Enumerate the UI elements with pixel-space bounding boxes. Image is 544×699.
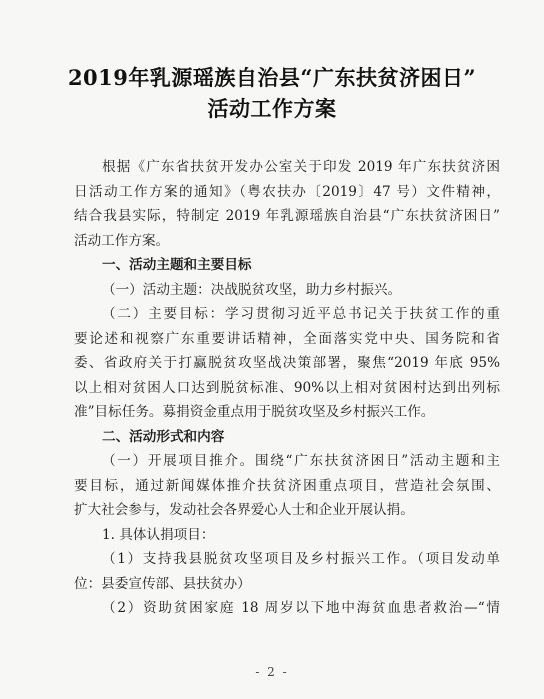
body-line: 结合我县实际，特制定 2019 年乳源瑶族自治县“广东扶贫济困日” [74,208,500,224]
body-line: （二）主要目标：学习贯彻习近平总书记关于扶贫工作的重 [102,306,500,322]
body-line: （一）活动主题：决战脱贫攻坚，助力乡村振兴。 [102,282,402,298]
document-title-line-1: 2019年乳源瑶族自治县“广东扶贫济困日” [67,65,477,90]
body-line: 以上相对贫困人口达到脱贫标准、90%以上相对贫困村达到出列标 [74,380,500,396]
section-heading: 一、活动主题和主要目标 [102,257,252,273]
body-line: 要目标，通过新闻媒体推介扶贫济困重点项目，营造社会氛围、 [74,478,500,494]
body-line: 位：县委宣传部、县扶贫办） [74,576,251,592]
body-line: （2）资助贫困家庭 18 周岁以下地中海贫血患者救治—“情 [102,600,500,616]
document-title-line-2: 活动工作方案 [207,96,337,121]
body-line: 扩大社会参与，发动社会各界爱心人士和企业开展认捐。 [74,502,414,518]
body-line: 日活动工作方案的通知》（粤农扶办〔2019〕47 号）文件精神， [74,184,500,200]
body-line: 1. 具体认捐项目： [102,527,215,543]
body-line: 活动工作方案。 [74,233,170,249]
page-number: - 2 - [255,665,289,679]
body-line: （一）开展项目推介。围绕“广东扶贫济困日”活动主题和主 [102,453,500,469]
body-line: 要论述和视察广东重要讲话精神，全面落实党中央、国务院和省 [74,331,500,347]
body-line: 委、省政府关于打赢脱贫攻坚战决策部署，聚焦“2019 年底 95% [74,355,500,371]
body-line: 根据《广东省扶贫开发办公室关于印发 2019 年广东扶贫济困 [102,159,500,175]
body-line: 准”目标任务。募捐资金重点用于脱贫攻坚及乡村振兴工作。 [74,404,435,420]
section-heading: 二、活动形式和内容 [102,429,225,445]
body-line: （1）支持我县脱贫攻坚项目及乡村振兴工作。（项目发动单 [102,551,500,567]
